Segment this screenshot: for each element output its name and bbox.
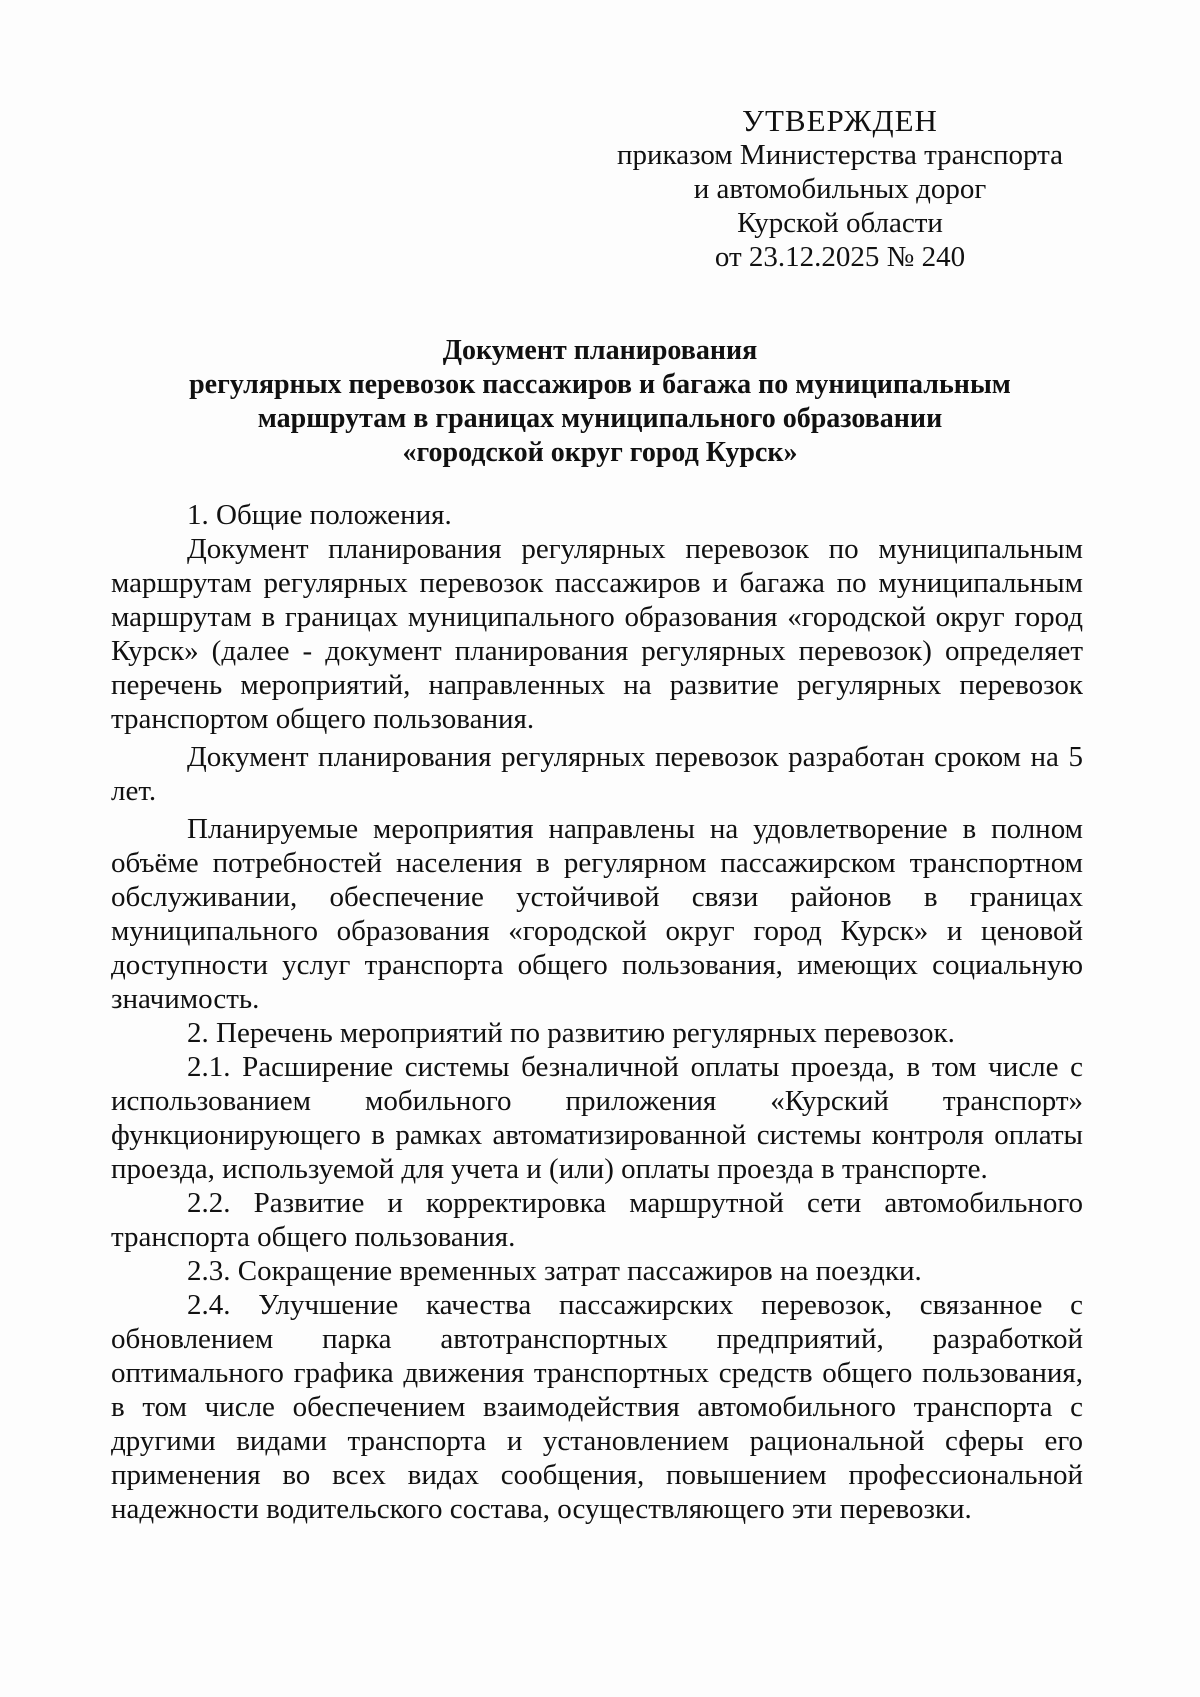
section-1-paragraph-3: Планируемые мероприятия направлены на удовлетворение в полном объёме потребностей населения в регулярном пассажирском транспортном обслуживании, обеспечение устойчивой связи районов в границах муниципального образования «городской округ город Курск» и ценовой доступности услуг транспорта общего пользования, имеющих социальную значимость. xyxy=(111,813,1083,1015)
approval-stamp: УТВЕРЖДЕН xyxy=(742,103,938,138)
section-2-item-2: 2.2. Развитие и корректировка маршрутной сети автомобильного транспорта общего пользования. xyxy=(111,1187,1083,1253)
title-line-1: Документ планирования xyxy=(442,335,758,366)
section-2-heading: 2. Перечень мероприятий по развитию регулярных перевозок. xyxy=(187,1017,955,1049)
approval-line-1: приказом Министерства транспорта xyxy=(617,139,1063,171)
approval-line-4: от 23.12.2025 № 240 xyxy=(714,241,966,273)
approval-block xyxy=(560,104,1120,274)
title-line-3: маршрутам в границах муниципального образовании xyxy=(257,403,943,434)
section-1-heading: 1. Общие положения. xyxy=(187,499,452,531)
section-1-paragraph-2: Документ планирования регулярных перевозок разработан сроком на 5 лет. xyxy=(111,741,1083,807)
document-body xyxy=(111,498,1083,1526)
section-2-item-4: 2.4. Улучшение качества пассажирских перевозок, связанное с обновлением парка автотранспортных предприятий, разработкой оптимального графика движения транспортных средств общего пользования, в том числе обеспечением взаимодействия автомобильного транспорта с другими видами транспорта и установлением рациональной сферы его применения во всех видах сообщения, повышением профессиональной надежности водительского состава, осуществляющего эти перевозки. xyxy=(111,1289,1083,1525)
document-title xyxy=(120,334,1080,470)
title-line-4: «городской округ город Курск» xyxy=(402,437,798,468)
title-line-2: регулярных перевозок пассажиров и багажа по муниципальным xyxy=(189,369,1011,400)
section-2-item-3: 2.3. Сокращение временных затрат пассажиров на поездки. xyxy=(187,1255,922,1287)
approval-line-2: и автомобильных дорог xyxy=(693,173,987,205)
section-1-paragraph-1: Документ планирования регулярных перевозок по муниципальным маршрутам регулярных перевозок пассажиров и багажа по муниципальным маршрутам в границах муниципального образования «городской округ город Курск» (далее - документ планирования регулярных перевозок) определяет перечень мероприятий, направленных на развитие регулярных перевозок транспортом общего пользования. xyxy=(111,533,1083,735)
approval-line-3: Курской области xyxy=(737,207,943,239)
section-2-item-1: 2.1. Расширение системы безналичной оплаты проезда, в том числе с использованием мобильного приложения «Курский транспорт» функционирующего в рамках автоматизированной системы контроля оплаты проезда, используемой для учета и (или) оплаты проезда в транспорте. xyxy=(111,1051,1083,1185)
